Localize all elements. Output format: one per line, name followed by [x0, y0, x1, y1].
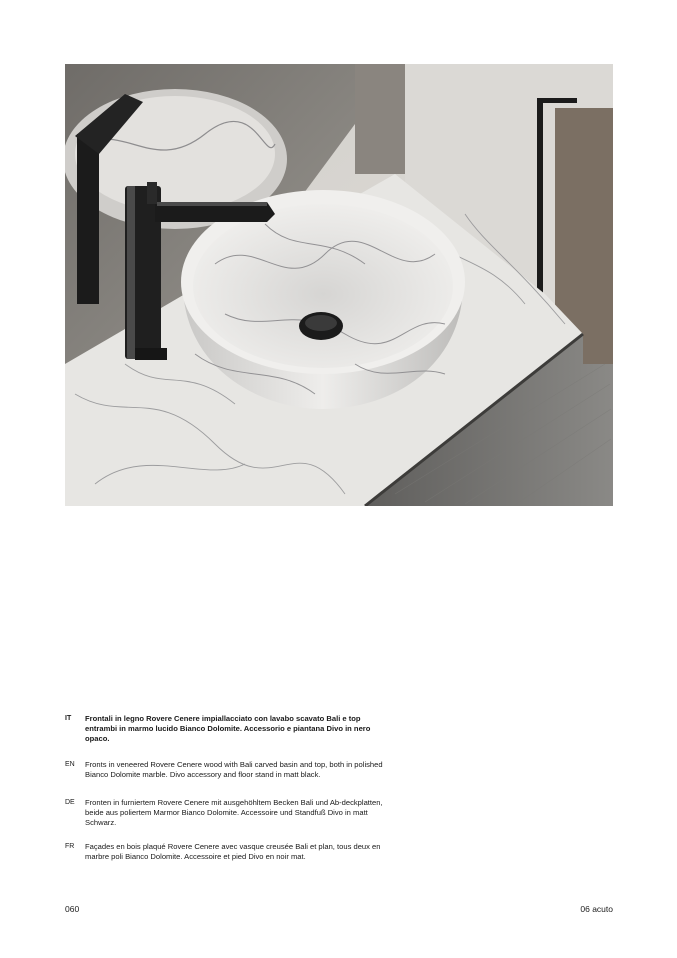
caption-text: Frontali in legno Rovere Cenere impiallacciato con lavabo scavato Bali e top entrambi in marmo lucido Bianco Dolomite. Accessorio e piantana Divo in nero opaco.	[85, 714, 371, 744]
caption-lang-label: FR	[65, 842, 75, 850]
page-number: 060	[65, 904, 80, 914]
caption-lang-label: DE	[65, 799, 75, 807]
caption-fr	[65, 842, 385, 862]
section-title: 06 acuto	[580, 904, 613, 914]
caption-text: Fronts in veneered Rovere Cenere wood with Bali carved basin and top, both in polished Bianco Dolomite marble. Divo accessory and floor stand in matt black.	[85, 759, 383, 779]
caption-de	[65, 798, 385, 829]
caption-en	[65, 760, 385, 780]
caption-lang-label: IT	[65, 715, 72, 722]
caption-it	[65, 714, 385, 745]
product-photo	[65, 64, 613, 506]
caption-text: Façades en bois plaqué Rovere Cenere avec vasque creusée Bali et plan, tous deux en marbre poli Bianco Dolomite. Accessoire et pied Divo en noir mat.	[85, 841, 381, 861]
caption-text: Fronten in furniertem Rovere Cenere mit ausgehöhltem Becken Bali und Ab-deckplatten, beide aus poliertem Marmor Bianco Dolomite. Accessoire und Standfuß Divo in matt Schwarz.	[85, 798, 383, 828]
caption-lang-label: EN	[65, 760, 75, 768]
caption-block	[65, 714, 385, 862]
